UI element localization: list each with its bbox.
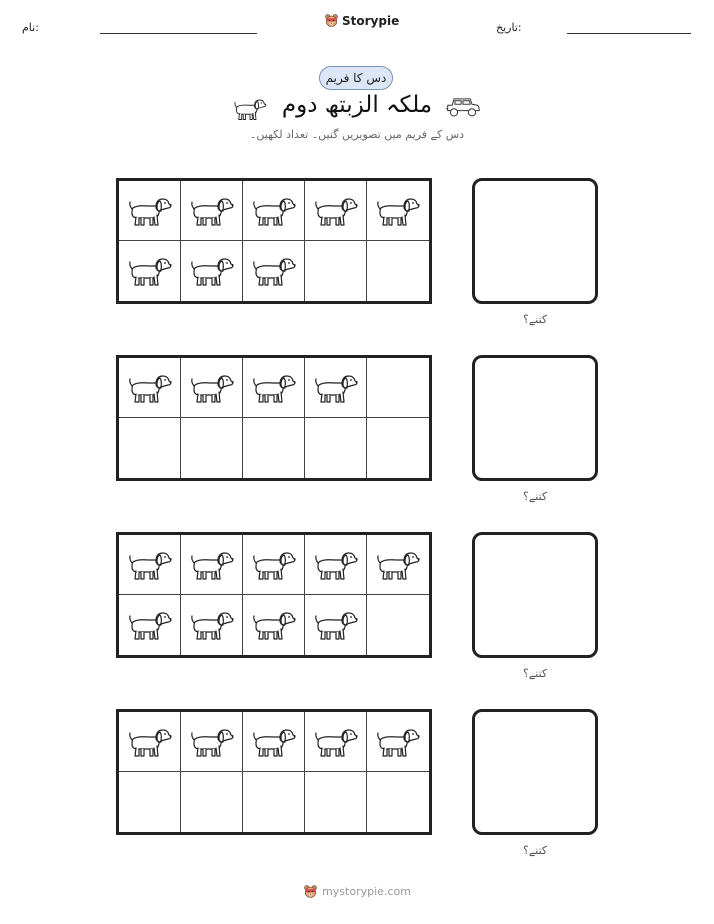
frame-cell: [119, 595, 181, 655]
name-write-line[interactable]: [100, 33, 257, 34]
frame-cell: [305, 712, 367, 772]
frame-cell: [367, 712, 429, 772]
brand-name: Storypie: [342, 13, 400, 28]
dachshund-dog-icon: [251, 251, 297, 291]
how-many-label-1: کتنے؟: [523, 313, 548, 326]
ten-frame-3: [116, 532, 432, 658]
name-label: نام:: [22, 21, 39, 34]
date-label: تاریخ:: [496, 21, 522, 34]
frame-cell: [181, 358, 243, 418]
dachshund-dog-icon: [127, 368, 173, 408]
frame-cell: [243, 358, 305, 418]
frame-cell: [305, 418, 367, 478]
frame-cell: [119, 181, 181, 241]
footer-url[interactable]: mystorypie.com: [322, 885, 411, 898]
dachshund-dog-icon: [189, 722, 235, 762]
answer-box-1[interactable]: [472, 178, 598, 304]
vintage-car-icon: [445, 94, 481, 120]
dachshund-dog-icon: [127, 251, 173, 291]
frame-cell: [367, 535, 429, 595]
frame-cell: [181, 418, 243, 478]
frame-cell: [367, 418, 429, 478]
frame-cell: [305, 772, 367, 832]
frame-cell: [119, 418, 181, 478]
frame-cell: [181, 772, 243, 832]
frame-cell: [367, 181, 429, 241]
frame-cell: [305, 241, 367, 301]
frame-cell: [181, 535, 243, 595]
answer-box-2[interactable]: [472, 355, 598, 481]
answer-box-4[interactable]: [472, 709, 598, 835]
how-many-label-4: کتنے؟: [523, 844, 548, 857]
frame-cell: [305, 181, 367, 241]
dachshund-dog-icon: [189, 191, 235, 231]
dachshund-dog-icon: [251, 722, 297, 762]
dachshund-dog-icon: [127, 605, 173, 645]
footer: [0, 884, 714, 899]
answer-box-3[interactable]: [472, 532, 598, 658]
dachshund-dog-icon: [313, 722, 359, 762]
dachshund-dog-icon: [127, 722, 173, 762]
frame-cell: [305, 595, 367, 655]
frame-cell: [119, 712, 181, 772]
dachshund-dog-icon: [127, 545, 173, 585]
frame-cell: [243, 595, 305, 655]
frame-cell: [181, 241, 243, 301]
frame-cell: [243, 418, 305, 478]
ten-frame-1: [116, 178, 432, 304]
frame-cell: [305, 358, 367, 418]
dachshund-dog-icon: [127, 191, 173, 231]
date-write-line[interactable]: [567, 33, 691, 34]
dachshund-dog-icon: [251, 545, 297, 585]
dachshund-dog-icon: [313, 605, 359, 645]
frame-cell: [305, 535, 367, 595]
dachshund-dog-icon: [251, 605, 297, 645]
dachshund-dog-icon: [189, 251, 235, 291]
frame-cell: [243, 535, 305, 595]
dachshund-dog-icon: [313, 545, 359, 585]
how-many-label-3: کتنے؟: [523, 667, 548, 680]
frame-cell: [181, 181, 243, 241]
frame-cell: [243, 772, 305, 832]
bear-mascot-icon: [303, 884, 318, 899]
frame-cell: [181, 712, 243, 772]
dachshund-dog-icon: [313, 191, 359, 231]
page-title: ملکہ الزبتھ دوم: [281, 92, 433, 118]
dachshund-dog-icon: [375, 722, 421, 762]
dachshund-dog-icon: [375, 191, 421, 231]
frame-cell: [119, 241, 181, 301]
dachshund-dog-icon: [375, 545, 421, 585]
frame-cell: [367, 241, 429, 301]
dachshund-dog-icon: [251, 191, 297, 231]
dachshund-dog-icon: [189, 545, 235, 585]
bear-mascot-icon: [324, 13, 339, 28]
dachshund-dog-icon: [189, 368, 235, 408]
frame-cell: [243, 241, 305, 301]
frame-cell: [243, 712, 305, 772]
frame-cell: [243, 181, 305, 241]
frame-cell: [367, 358, 429, 418]
frame-cell: [367, 772, 429, 832]
frame-cell: [119, 535, 181, 595]
instructions: دس کے فریم میں تصویریں گنیں۔ تعداد لکھیں۔: [249, 128, 465, 141]
dachshund-dog-icon: [189, 605, 235, 645]
frame-cell: [119, 772, 181, 832]
dachshund-dog-icon: [251, 368, 297, 408]
frame-cell: [367, 595, 429, 655]
brand-logo: [324, 13, 399, 28]
dachshund-dog-icon: [313, 368, 359, 408]
frame-cell: [181, 595, 243, 655]
how-many-label-2: کتنے؟: [523, 490, 548, 503]
ten-frame-2: [116, 355, 432, 481]
topic-badge: دس کا فریم: [319, 66, 393, 90]
frame-cell: [119, 358, 181, 418]
ten-frame-4: [116, 709, 432, 835]
